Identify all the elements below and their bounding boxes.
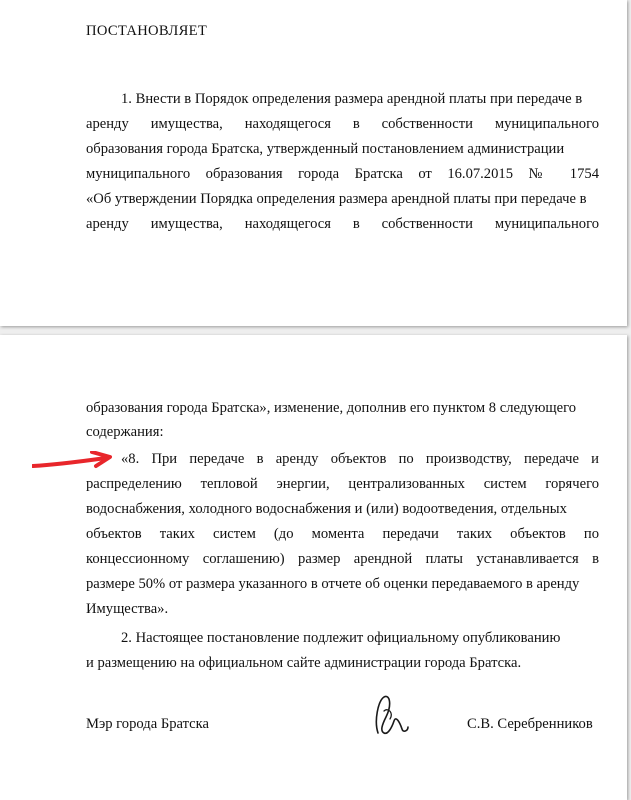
paragraph-1-continued-line-1: образования города Братска», изменение, дополнив его пунктом 8 следующего — [86, 400, 577, 416]
paragraph-1-line-1: 1. Внести в Порядок определения размера арендной платы при передаче в — [121, 91, 583, 107]
signatory-position: Мэр города Братска — [86, 716, 209, 732]
paragraph-1-line-5: «Об утверждении Порядка определения размера арендной платы при передаче в — [86, 191, 587, 207]
point-8-line-4: объектов таких систем (до момента передачи таких объектов по — [86, 526, 599, 542]
point-8-line-5: концессионному соглашению) размер арендной платы устанавливается в — [86, 551, 599, 567]
paragraph-1-line-2: аренду имущества, находящегося в собственности муниципального — [86, 116, 599, 132]
point-8-line-6: размере 50% от размера указанного в отчете об оценки передаваемого в аренду — [86, 576, 580, 592]
paragraph-2-line-2: и размещению на официальном сайте администрации города Братска. — [86, 655, 522, 671]
paragraph-2-line-1: 2. Настоящее постановление подлежит официальному опубликованию — [121, 630, 561, 646]
document-page-2 — [0, 335, 627, 800]
point-8-line-1: «8. При передаче в аренду объектов по производству, передаче и — [121, 451, 599, 467]
paragraph-1-line-6: аренду имущества, находящегося в собственности муниципального — [86, 216, 599, 232]
handwritten-signature — [370, 693, 412, 739]
paragraph-1-line-3: образования города Братска, утвержденный постановлением администрации — [86, 141, 565, 157]
page-heading: ПОСТАНОВЛЯЕТ — [86, 23, 208, 39]
point-8-line-2: распределению тепловой энергии, централизованных систем горячего — [86, 476, 599, 492]
red-arrow-icon — [32, 451, 114, 473]
point-8-line-3: водоснабжения, холодного водоснабжения и (или) водоотведения, отдельных — [86, 501, 567, 517]
paragraph-1-line-4: муниципального образования города Братска от 16.07.2015 № 1754 — [86, 166, 599, 182]
point-8-line-7: Имущества». — [86, 601, 169, 617]
document-page-1 — [0, 0, 627, 326]
signatory-name: С.В. Серебренников — [467, 716, 593, 732]
paragraph-1-continued-line-2: содержания: — [86, 424, 164, 440]
